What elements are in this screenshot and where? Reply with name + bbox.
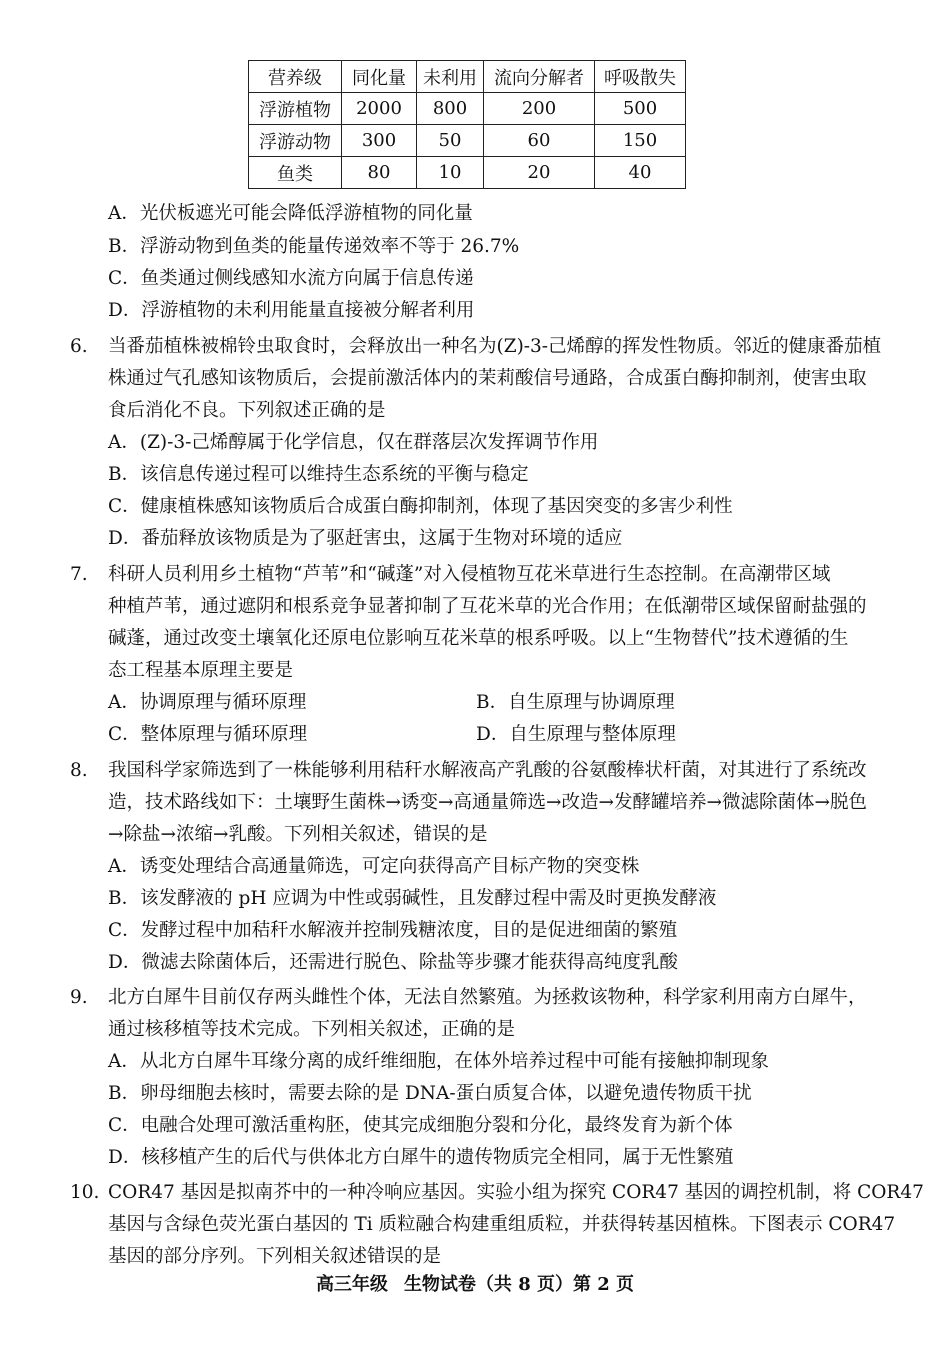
q8-stem-line: 造，技术路线如下：土壤野生菌株→诱变→高通量筛选→改造→发酵罐培养→微滤除菌体→脱色 [108,792,868,813]
q6-option-d: D．番茄释放该物质是为了驱赶害虫，这属于生物对环境的适应 [108,528,623,549]
q8-number: 8. [70,760,88,781]
table-cell: 2000 [342,93,417,125]
q8-stem-line: →除盐→浓缩→乳酸。下列相关叙述，错误的是 [108,824,488,845]
q6-number: 6. [70,336,88,357]
table-cell: 20 [484,157,595,189]
q5-option-b: B．浮游动物到鱼类的能量传递效率不等于 26.7% [108,236,520,257]
q8-option-c: C．发酵过程中加秸秆水解液并控制残糖浓度，目的是促进细菌的繁殖 [108,920,678,941]
q6-option-c: C．健康植株感知该物质后合成蛋白酶抑制剂，体现了基因突变的多害少利性 [108,496,733,517]
q9-option-c: C．电融合处理可激活重构胚，使其完成细胞分裂和分化，最终发育为新个体 [108,1115,733,1136]
page-footer [0,1272,950,1298]
q7-option-a: A．协调原理与循环原理 [108,692,307,713]
q8-stem-line: 我国科学家筛选到了一株能够利用秸秆水解液高产乳酸的谷氨酸棒状杆菌，对其进行了系统改 [108,760,867,781]
footer-page-number: 第 2 页 [573,1274,635,1295]
table-cell: 40 [595,157,686,189]
table-header-cell: 同化量 [342,61,417,93]
q10-number: 10. [70,1182,100,1203]
q9-stem-line: 通过核移植等技术完成。下列相关叙述，正确的是 [108,1019,516,1040]
q6-stem-line: 株通过气孔感知该物质后，会提前激活体内的茉莉酸信号通路，合成蛋白酶抑制剂，使害虫取 [108,368,867,389]
table-cell: 浮游植物 [249,93,342,125]
q5-option-c: C．鱼类通过侧线感知水流方向属于信息传递 [108,268,474,289]
table-header-cell: 未利用 [417,61,484,93]
q7-stem-line: 科研人员利用乡土植物“芦苇”和“碱蓬”对入侵植物互花米草进行生态控制。在高潮带区域 [108,564,831,585]
footer-grade: 高三年级 [315,1274,388,1295]
table-cell: 60 [484,125,595,157]
energy-flow-table [248,60,686,189]
table-cell: 200 [484,93,595,125]
table-cell: 150 [595,125,686,157]
q9-option-b: B．卵母细胞去核时，需要去除的是 DNA-蛋白质复合体，以避免遗传物质干扰 [108,1083,752,1104]
table-cell: 10 [417,157,484,189]
q6-option-b: B．该信息传递过程可以维持生态系统的平衡与稳定 [108,464,529,485]
q8-option-a: A．诱变处理结合高通量筛选，可定向获得高产目标产物的突变株 [108,856,640,877]
footer-subject: 生物试卷 [403,1274,476,1295]
table-cell: 800 [417,93,484,125]
q5-option-a: A．光伏板遮光可能会降低浮游植物的同化量 [108,203,473,224]
q5-option-d: D．浮游植物的未利用能量直接被分解者利用 [108,300,475,321]
table-row [249,125,686,157]
q9-option-d: D．核移植产生的后代与供体北方白犀牛的遗传物质完全相同，属于无性繁殖 [108,1147,734,1168]
q6-stem-line: 当番茄植株被棉铃虫取食时，会释放出一种名为(Z)-3-己烯醇的挥发性物质。邻近的健康番茄植 [108,336,882,357]
table-header-cell: 呼吸散失 [595,61,686,93]
table-row [249,93,686,125]
table-cell: 300 [342,125,417,157]
table-cell: 浮游动物 [249,125,342,157]
q8-option-d: D．微滤去除菌体后，还需进行脱色、除盐等步骤才能获得高纯度乳酸 [108,952,678,973]
table-cell: 鱼类 [249,157,342,189]
q10-stem-line: COR47 基因是拟南芥中的一种冷响应基因。实验小组为探究 COR47 基因的调控机制，将 COR47 [108,1182,924,1203]
q7-stem-line: 种植芦苇，通过遮阴和根系竞争显著抑制了互花米草的光合作用；在低潮带区域保留耐盐强的 [108,596,867,617]
table-cell: 500 [595,93,686,125]
table-row [249,157,686,189]
q7-stem-line: 碱蓬，通过改变土壤氧化还原电位影响互花米草的根系呼吸。以上“生物替代”技术遵循的生 [108,628,849,649]
table-cell: 80 [342,157,417,189]
q8-option-b: B．该发酵液的 pH 应调为中性或弱碱性，且发酵过程中需及时更换发酵液 [108,888,717,909]
q6-stem-line: 食后消化不良。下列叙述正确的是 [108,400,386,421]
q6-option-a: A．(Z)-3-己烯醇属于化学信息，仅在群落层次发挥调节作用 [108,432,599,453]
table-header-cell: 流向分解者 [484,61,595,93]
q9-stem-line: 北方白犀牛目前仅存两头雌性个体，无法自然繁殖。为拯救该物种，科学家利用南方白犀牛， [108,987,867,1008]
q10-stem-line: 基因的部分序列。下列相关叙述错误的是 [108,1246,442,1267]
q9-option-a: A．从北方白犀牛耳缘分离的成纤维细胞，在体外培养过程中可能有接触抑制现象 [108,1051,769,1072]
q7-option-b: B．自生原理与协调原理 [476,692,675,713]
q7-option-c: C．整体原理与循环原理 [108,724,308,745]
q10-stem-line: 基因与含绿色荧光蛋白基因的 Ti 质粒融合构建重组质粒，并获得转基因植株。下图表示 COR47 [108,1214,896,1235]
table-header-cell: 营养级 [249,61,342,93]
q9-number: 9. [70,987,88,1008]
q7-stem-line: 态工程基本原理主要是 [108,660,294,681]
table-header-row [249,61,686,93]
q7-option-d: D．自生原理与整体原理 [476,724,676,745]
table-cell: 50 [417,125,484,157]
q7-number: 7. [70,564,88,585]
footer-pages: （共 8 页） [475,1274,573,1295]
